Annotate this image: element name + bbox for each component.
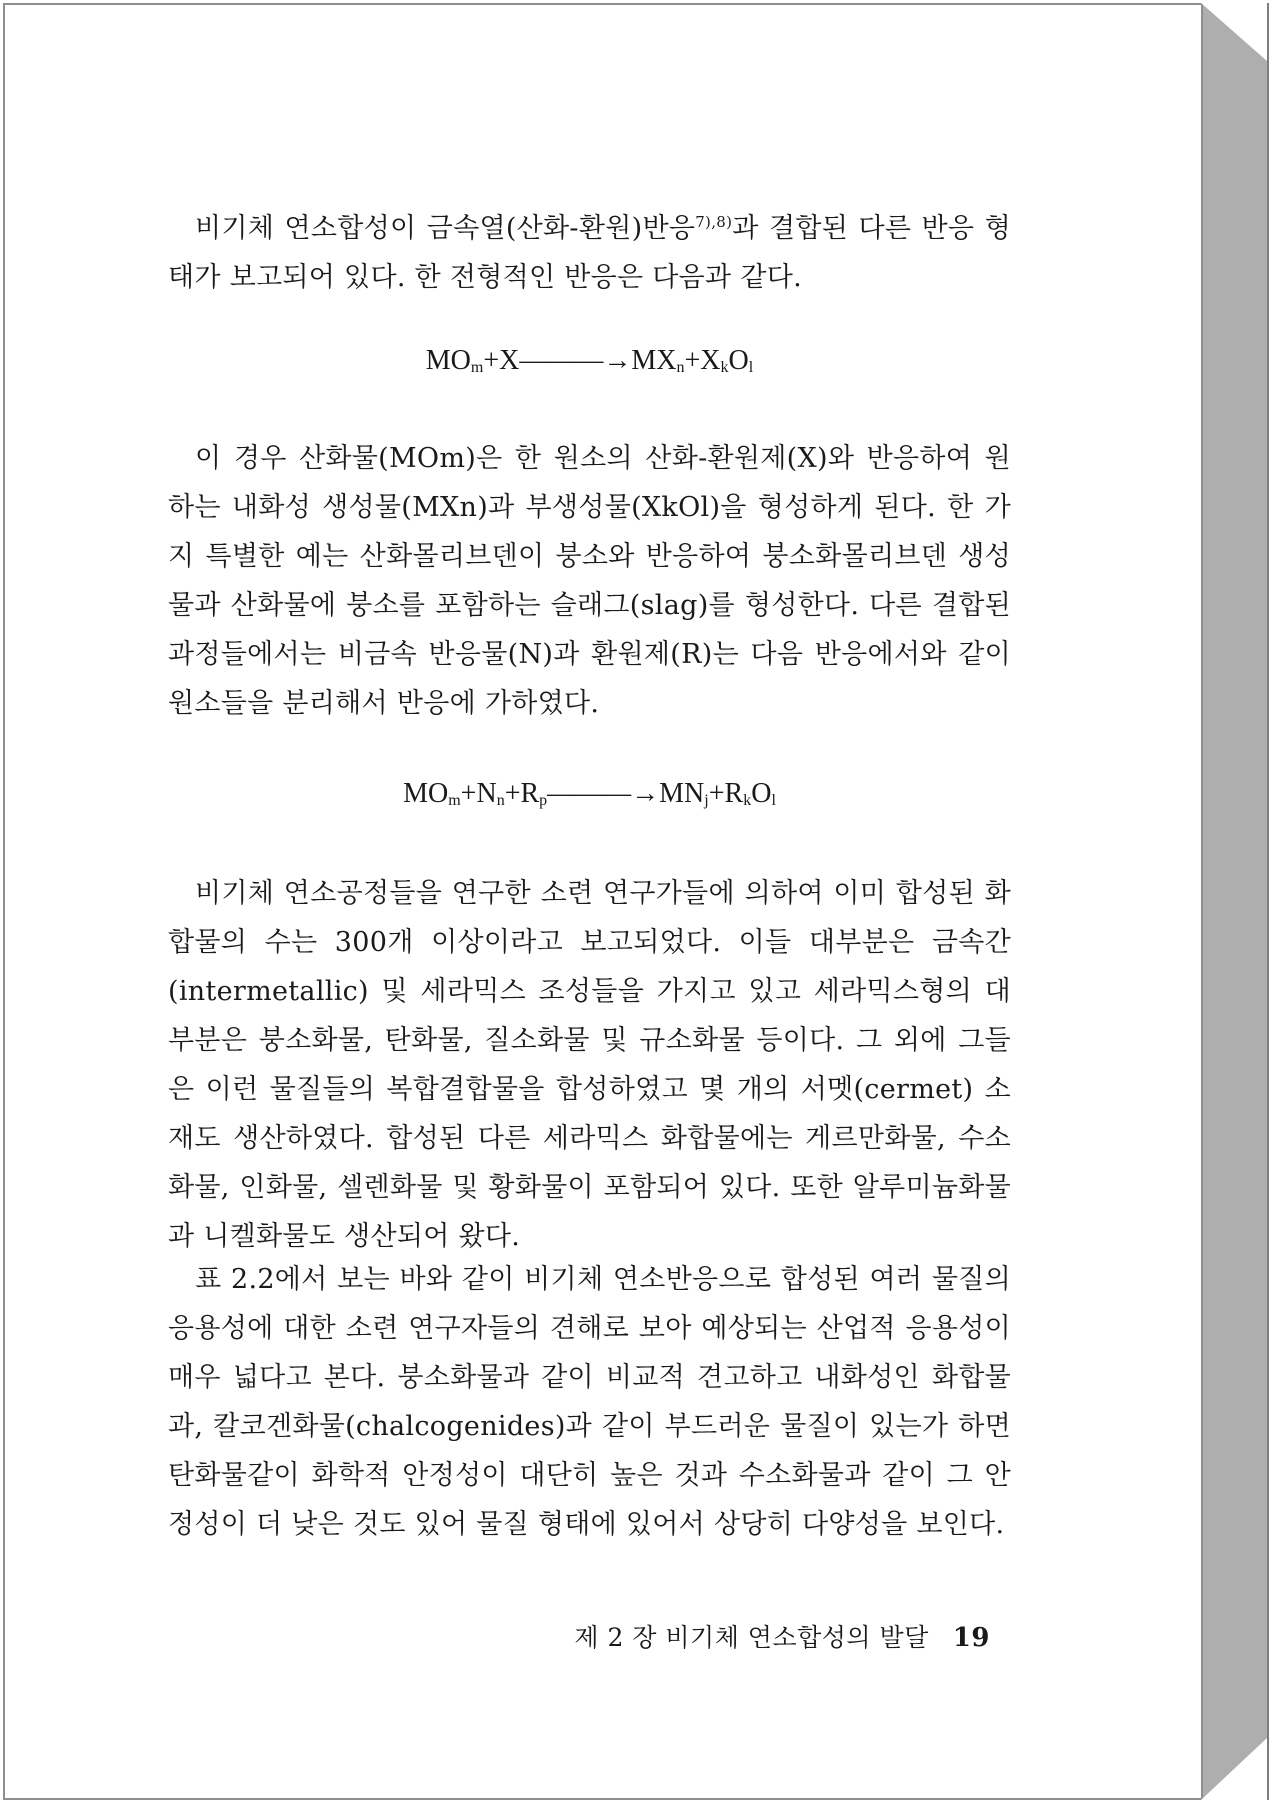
paragraph-4 [168,1255,1011,1549]
paragraph-3 [168,869,1011,1261]
equation-1: $MO_m+X———\to MX_n+X_kO_l$ [425,345,754,376]
paragraph-3-text: 비기체 연소공정들을 연구한 소련 연구가들에 의하여 이미 합성된 화합물의 수는 300개 이상이라고 보고되었다. 이들 대부분은 금속간(intermetallic) 및 세라믹스 조성들을 가지고 있고 세라믹스형의 대부분은 붕소화물, 탄화물, 질소화물 및 규소화물 등이다. 그 외에 그들은 이런 물질들의 복합결합물을 합성하였고 몇 개의 서멧(cermet) 소재도 생산하였다. 합성된 다른 세라믹스 화합물에는 게르만화물, 수소화물, 인화물, 셀렌화물 및 황화물이 포함되어 있다. 또한 알루미늄화물과 니켈화물도 생산되어 왔다. [168,878,1011,1252]
page-footer [560,1618,990,1654]
paragraph-1-text-b: 과 결합된 다른 반응 형태가 보고되어 있다. 한 전형적인 반응은 다음과 같다. [168,213,1011,293]
paragraph-1-text-a: 비기체 연소합성이 금속열(산화-환원)반응 [195,213,696,244]
paragraph-1 [168,198,1011,302]
page-number: 19 [952,1623,990,1653]
paragraph-2 [168,434,1011,728]
chapter-title: 제 2 장 비기체 연소합성의 발달 [574,1623,929,1652]
equation-2: $MO_m+N_n+R_p———\to MN_j+R_kO_l$ [403,778,776,809]
paragraph-4-text: 표 2.2에서 보는 바와 같이 비기체 연소반응으로 합성된 여러 물질의 응용성에 대한 소련 연구자들의 견해로 보아 예상되는 산업적 응용성이 매우 넓다고 본다. 붕소화물과 같이 비교적 견고하고 내화성인 화합물과, 칼코겐화물(chalcogenides)과 같이 부드러운 물질이 있는가 하면 탄화물같이 화학적 안정성이 대단히 높은 것과 수소화물과 같이 그 안정성이 더 낮은 것도 있어 물질 형태에 있어서 상당히 다양성을 보인다. [168,1264,1011,1540]
page-stack-edge [1203,3,1269,1800]
reference-superscript: 7),8) [695,213,733,231]
paragraph-2-text: 이 경우 산화물(MOm)은 한 원소의 산화-환원제(X)와 반응하여 원하는 내화성 생성물(MXn)과 부생성물(XkOl)을 형성하게 된다. 한 가지 특별한 예는 산화몰리브덴이 붕소와 반응하여 붕소화몰리브덴 생성물과 산화물에 붕소를 포함하는 슬래그(slag)를 형성한다. 다른 결합된 과정들에서는 비금속 반응물(N)과 환원제(R)는 다음 반응에서와 같이 원소들을 분리해서 반응에 가하였다. [168,443,1011,719]
